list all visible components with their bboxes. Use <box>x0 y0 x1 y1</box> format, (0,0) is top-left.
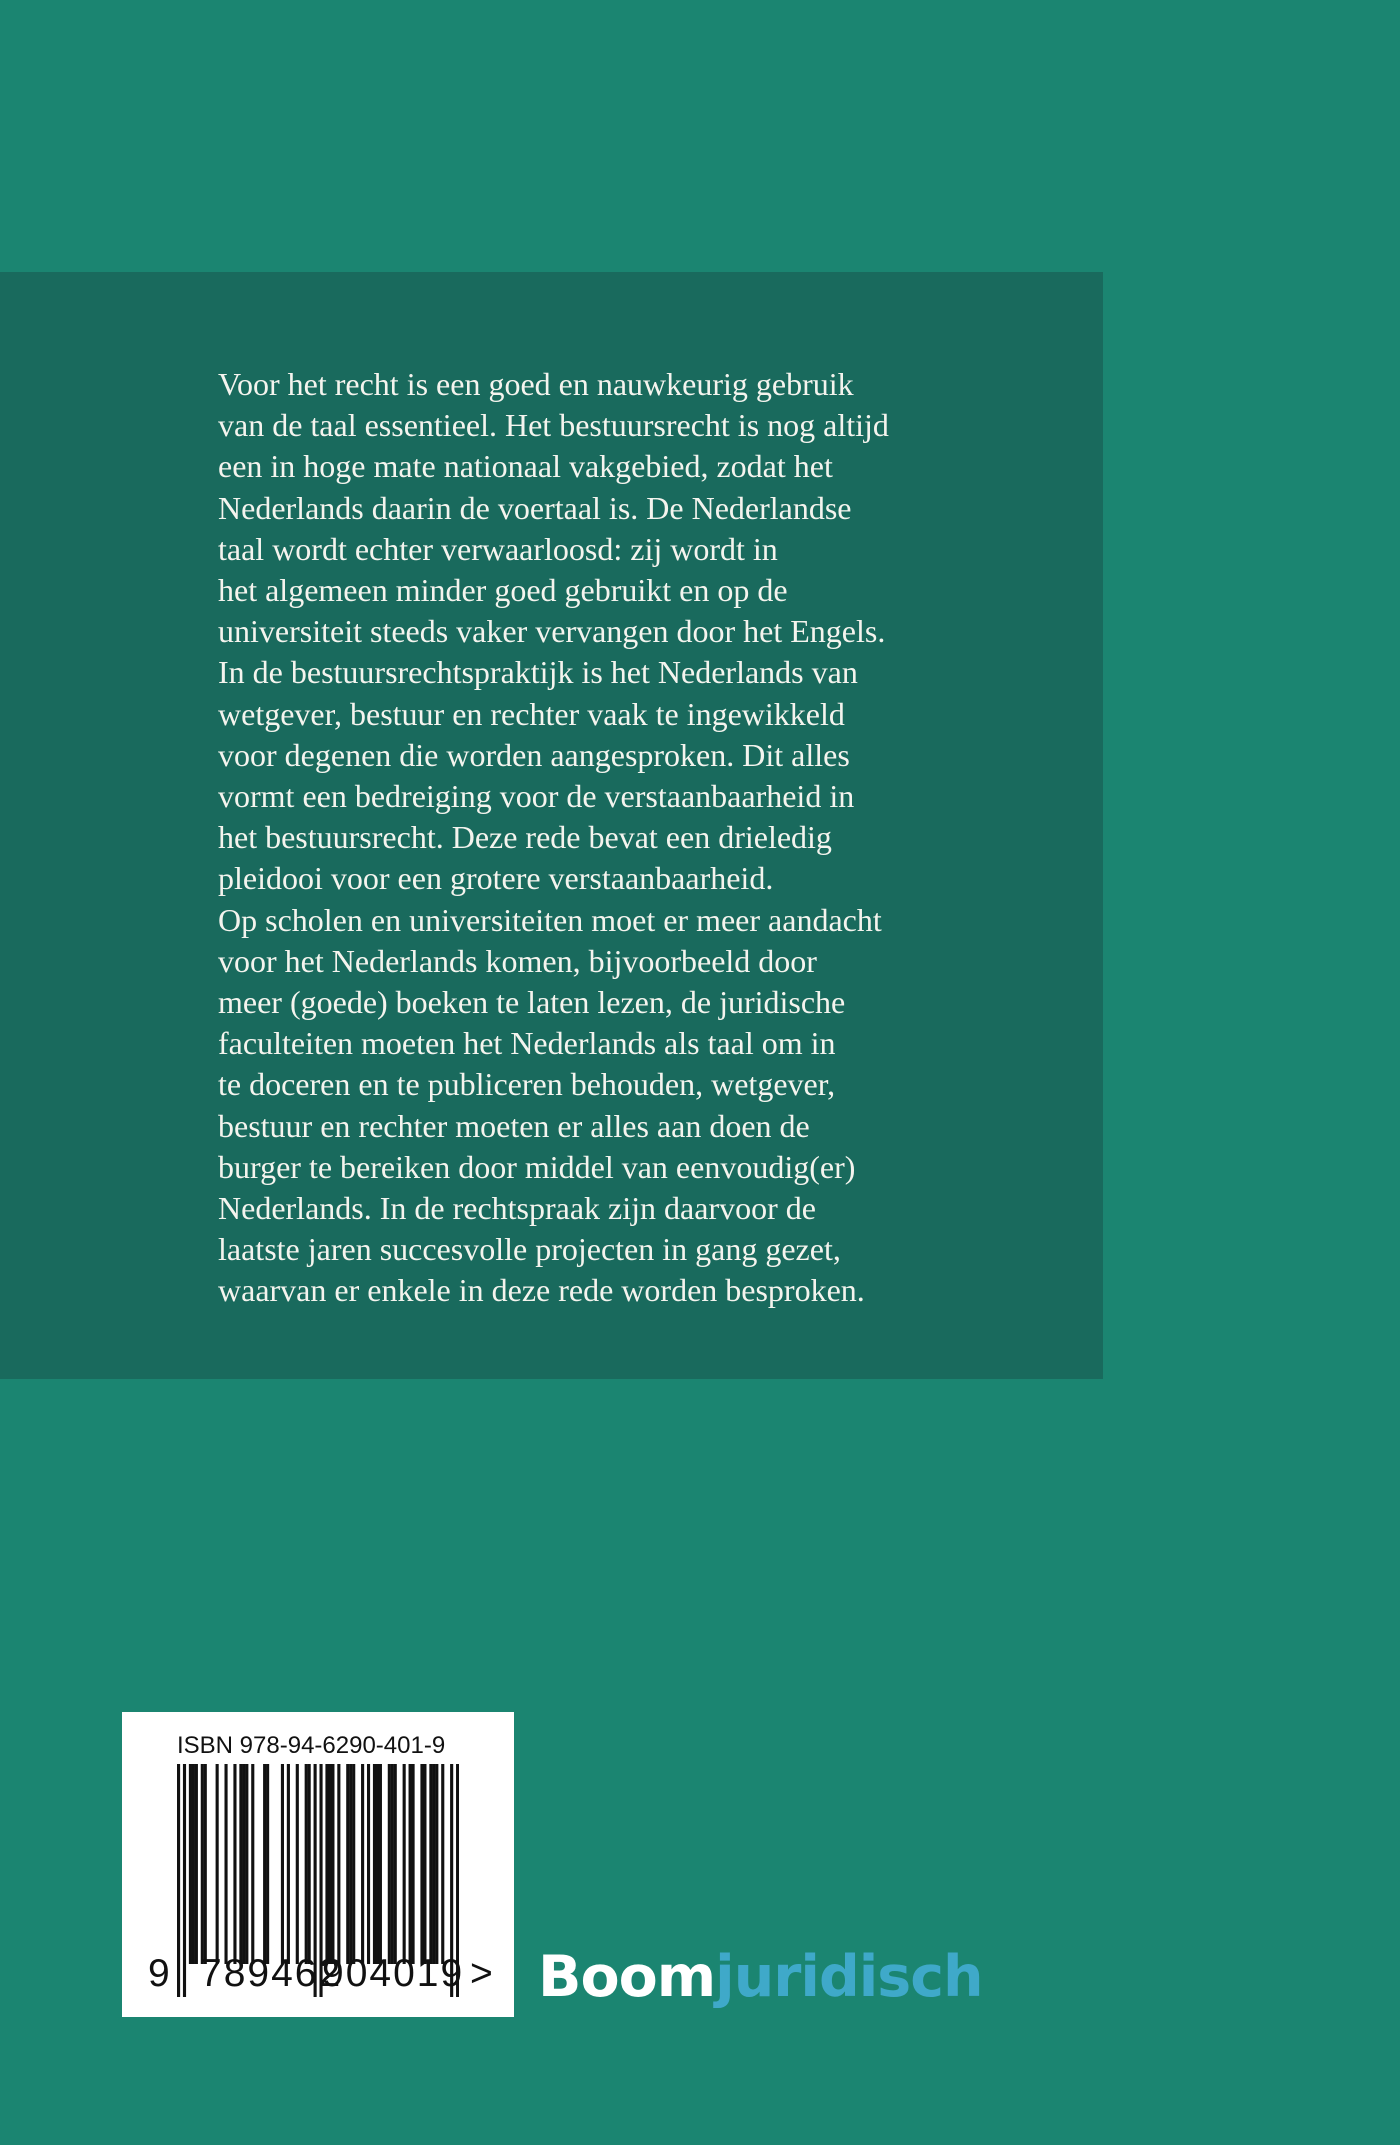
blurb-line: het bestuursrecht. Deze rede bevat een drieledig <box>218 819 832 856</box>
barcode-bar <box>423 1764 426 1964</box>
barcode-bar <box>361 1764 364 1964</box>
blurb-line: laatste jaren succesvolle projecten in gang gezet, <box>218 1231 841 1268</box>
logo-boom: Boom <box>538 1944 716 2010</box>
barcode-bar <box>376 1764 379 1964</box>
blurb-line: waarvan er enkele in deze rede worden besproken. <box>218 1272 865 1309</box>
barcode-bar <box>251 1764 254 1964</box>
barcode-bar <box>367 1764 370 1964</box>
barcode-bar <box>287 1764 290 1964</box>
blurb-line: een in hoge mate nationaal vakgebied, zodat het <box>218 448 833 485</box>
barcode-bar <box>352 1764 355 1964</box>
blurb-line: voor het Nederlands komen, bijvoorbeeld door <box>218 942 817 979</box>
barcode-bar <box>177 1764 180 1997</box>
barcode-bar <box>346 1764 349 1964</box>
barcode-bar <box>308 1764 311 1964</box>
blurb-line: meer (goede) boeken te laten lezen, de juridische <box>218 984 846 1021</box>
barcode-bar <box>242 1764 245 1964</box>
barcode-bar <box>266 1764 269 1964</box>
blurb-panel <box>0 272 1103 1379</box>
blurb-line: vormt een bedreiging voor de verstaanbaarheid in <box>218 778 855 815</box>
blurb-line: taal wordt echter verwaarloosd: zij wordt in <box>218 530 778 567</box>
barcode-bar <box>296 1764 299 1964</box>
barcode-bar <box>429 1764 432 1964</box>
publisher-logo <box>538 1944 983 2010</box>
barcode-bar <box>201 1764 204 1964</box>
blurb-line: faculteiten moeten het Nederlands als taal om in <box>218 1025 836 1062</box>
ean-lead-digit: 9 <box>148 1952 170 1995</box>
barcode-bar <box>435 1764 438 1964</box>
blurb-line: te doceren en te publiceren behouden, wetgever, <box>218 1066 836 1103</box>
barcode-bar <box>379 1764 382 1964</box>
barcode-bar <box>224 1764 227 1964</box>
ean-right-group: 904019 <box>322 1952 465 1995</box>
barcode-bar <box>409 1764 412 1964</box>
barcode-bar <box>189 1764 192 1964</box>
barcode-bar <box>281 1764 284 1964</box>
blurb-line: burger te bereiken door middel van eenvoudig(er) <box>218 1148 856 1185</box>
blurb-line: pleidooi voor een grotere verstaanbaarheid. <box>218 860 774 897</box>
barcode-bar <box>328 1764 331 1964</box>
barcode-bar <box>245 1764 248 1964</box>
blurb-line: universiteit steeds vaker vervangen door het Engels. <box>218 613 886 650</box>
barcode-bar <box>325 1764 328 1964</box>
barcode-bar <box>263 1764 266 1964</box>
isbn-label: ISBN 978-94-6290-401-9 <box>177 1732 446 1759</box>
barcode-bar <box>432 1764 435 1964</box>
blurb-line: Voor het recht is een goed en nauwkeurig gebruik <box>218 366 854 402</box>
barcode-bar <box>388 1764 391 1964</box>
barcode-bar <box>192 1764 195 1964</box>
barcode-bar <box>195 1764 198 1964</box>
barcode-bar <box>233 1764 236 1964</box>
barcode-bar <box>337 1764 340 1964</box>
barcode-bar <box>216 1764 219 1964</box>
logo-juridisch: juridisch <box>715 1944 983 2010</box>
barcode-bar <box>239 1764 242 1964</box>
blurb-line: wetgever, bestuur en rechter vaak te ingewikkeld <box>218 695 845 732</box>
blurb-line: het algemeen minder goed gebruikt en op de <box>218 572 788 609</box>
blurb-text <box>218 364 1048 1312</box>
barcode-bar <box>394 1764 397 1964</box>
barcode-bar <box>391 1764 394 1964</box>
barcode-bar <box>183 1764 186 1997</box>
blurb-line: Nederlands. In de rechtspraak zijn daarvoor de <box>218 1190 816 1227</box>
barcode-bar <box>204 1764 207 1964</box>
blurb-line: In de bestuursrechtspraktijk is het Nederlands van <box>218 654 858 691</box>
barcode-bar <box>349 1764 352 1964</box>
blurb-line: voor degenen die worden aangesproken. Dit alles <box>218 736 850 773</box>
barcode-bar <box>412 1764 415 1964</box>
barcode-bar <box>331 1764 334 1964</box>
barcode-bar <box>373 1764 376 1964</box>
ean-left-group: 789462 <box>200 1952 343 1995</box>
barcode-bar <box>403 1764 406 1964</box>
blurb-line: van de taal essentieel. Het bestuursrecht is nog altijd <box>218 407 889 444</box>
blurb-line: Op scholen en universiteiten moet er meer aandacht <box>218 901 882 938</box>
barcode-bar <box>420 1764 423 1964</box>
blurb-line: Nederlands daarin de voertaal is. De Nederlandse <box>218 489 852 526</box>
barcode-bar <box>441 1764 444 1964</box>
blurb-line: bestuur en rechter moeten er alles aan doen de <box>218 1107 810 1144</box>
barcode-bar <box>305 1764 308 1964</box>
isbn-barcode <box>122 1712 514 2017</box>
ean-quiet-zone-arrow: > <box>470 1952 493 1995</box>
